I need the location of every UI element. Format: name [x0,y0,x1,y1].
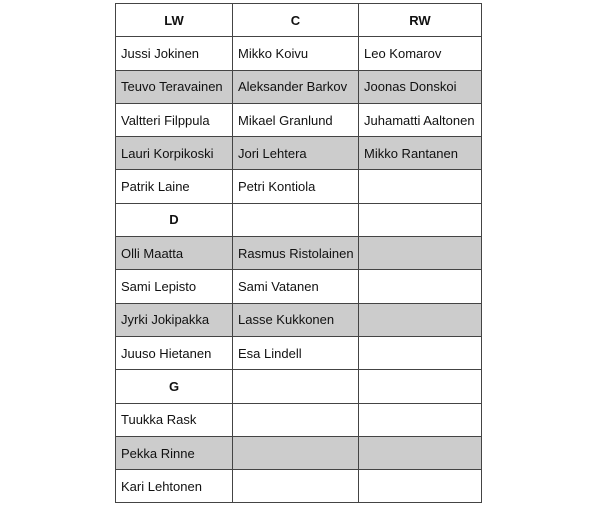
player-row [116,103,482,136]
cell-rw: Joonas Donskoi [359,70,482,103]
empty-cell [233,370,359,403]
roster-header [116,4,482,37]
roster-body [116,37,482,503]
cell-c: Mikko Koivu [233,37,359,70]
header-row [116,4,482,37]
player-row [116,470,482,503]
cell-c: Aleksander Barkov [233,70,359,103]
player-row [116,137,482,170]
cell-rw: Juhamatti Aaltonen [359,103,482,136]
cell-lw: Valtteri Filppula [116,103,233,136]
cell-c: Rasmus Ristolainen [233,237,359,270]
cell-rw: Leo Komarov [359,37,482,70]
cell-lw: Teuvo Teravainen [116,70,233,103]
player-row [116,403,482,436]
empty-cell [233,203,359,236]
cell-lw: Jussi Jokinen [116,37,233,70]
cell-c [233,470,359,503]
cell-c: Esa Lindell [233,336,359,369]
cell-lw: Pekka Rinne [116,436,233,469]
cell-rw [359,470,482,503]
cell-lw: Tuukka Rask [116,403,233,436]
player-row [116,70,482,103]
cell-lw: Patrik Laine [116,170,233,203]
cell-c: Jori Lehtera [233,137,359,170]
cell-lw: Jyrki Jokipakka [116,303,233,336]
cell-rw [359,436,482,469]
section-label: D [116,203,233,236]
cell-c: Mikael Granlund [233,103,359,136]
cell-rw [359,303,482,336]
player-row [116,37,482,70]
cell-lw: Olli Maatta [116,237,233,270]
section-label: G [116,370,233,403]
cell-rw [359,403,482,436]
cell-rw [359,336,482,369]
cell-c: Lasse Kukkonen [233,303,359,336]
cell-c: Sami Vatanen [233,270,359,303]
cell-lw: Lauri Korpikoski [116,137,233,170]
player-row [116,270,482,303]
cell-rw [359,270,482,303]
player-row [116,336,482,369]
cell-c [233,403,359,436]
section-row [116,203,482,236]
header-rw: RW [359,4,482,37]
roster-table [115,3,482,503]
empty-cell [359,203,482,236]
section-row [116,370,482,403]
cell-lw: Sami Lepisto [116,270,233,303]
player-row [116,303,482,336]
cell-c: Petri Kontiola [233,170,359,203]
cell-rw [359,237,482,270]
cell-c [233,436,359,469]
cell-lw: Kari Lehtonen [116,470,233,503]
header-c: C [233,4,359,37]
cell-rw [359,170,482,203]
cell-lw: Juuso Hietanen [116,336,233,369]
player-row [116,170,482,203]
player-row [116,237,482,270]
header-lw: LW [116,4,233,37]
empty-cell [359,370,482,403]
player-row [116,436,482,469]
cell-rw: Mikko Rantanen [359,137,482,170]
